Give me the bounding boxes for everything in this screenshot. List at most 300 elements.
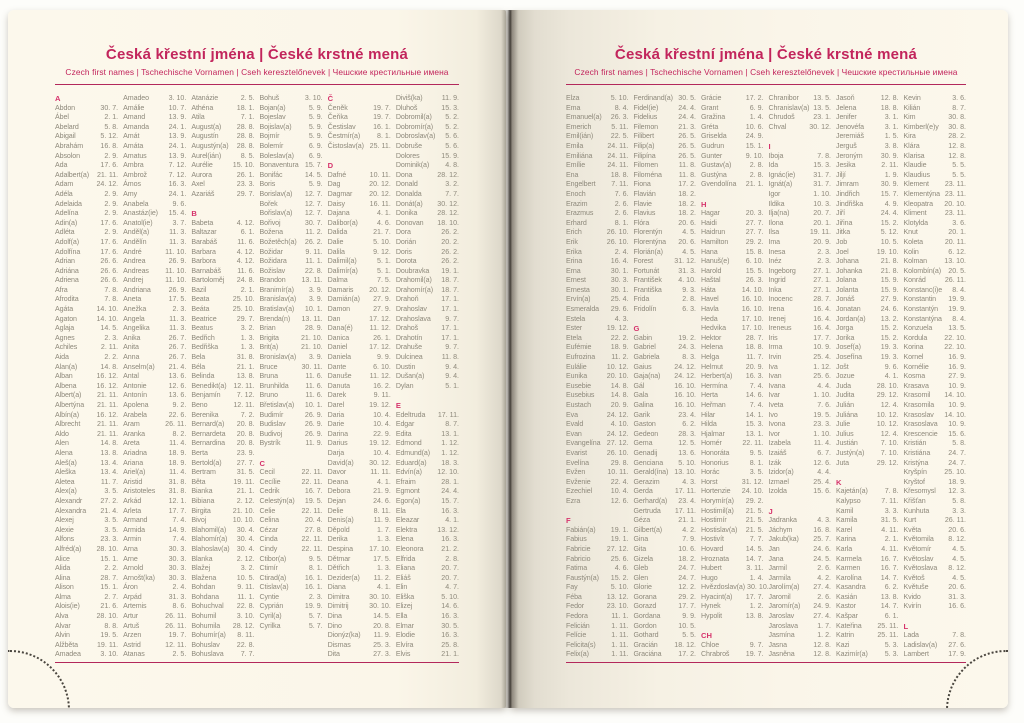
name-entry: [328, 650, 391, 660]
name-day-date: 16. 10.: [741, 295, 764, 304]
name-day-date: 10. 4.: [373, 410, 391, 419]
name-entry: [836, 497, 899, 507]
name-day-date: 20. 9.: [745, 362, 764, 371]
blank-row: [191, 200, 254, 210]
name-entry: [191, 286, 254, 296]
name-entry: [701, 439, 764, 449]
first-name: Enoch: [566, 189, 586, 198]
name-entry: [634, 401, 697, 411]
name-entry: [701, 343, 764, 353]
header-rule: [55, 84, 459, 85]
name-day-date: 1. 9.: [884, 170, 899, 179]
name-entry: [634, 478, 697, 488]
name-day-date: 22. 11.: [301, 535, 323, 544]
first-name: Bonifác: [259, 170, 283, 179]
first-name: Elena: [395, 535, 414, 544]
name-day-date: 8. 7.: [445, 420, 459, 429]
name-entry: [191, 161, 254, 171]
name-column: [123, 94, 186, 660]
name-entry: [55, 257, 118, 267]
first-name: Branislav(a): [259, 295, 297, 304]
name-day-date: 23. 4.: [678, 496, 696, 505]
name-day-date: 17. 12.: [369, 314, 391, 323]
name-entry: [328, 315, 391, 325]
name-entry: [123, 305, 186, 315]
first-name: Kolman: [903, 257, 927, 266]
name-entry: [123, 401, 186, 411]
name-day-date: 11. 3.: [169, 324, 187, 333]
name-day-date: 21. 8.: [880, 257, 899, 266]
name-day-date: 25. 7.: [813, 535, 831, 544]
first-name: Antonín: [123, 391, 147, 400]
first-name: Alexandr: [55, 496, 83, 505]
name-day-date: 30. 10.: [369, 592, 391, 601]
first-name: Azariáš: [191, 189, 215, 198]
name-day-date: 14. 10.: [741, 285, 764, 294]
name-entry: [55, 439, 118, 449]
name-entry: [123, 267, 186, 277]
first-name: Dimitra: [327, 592, 350, 601]
first-name: Evženie: [566, 477, 591, 486]
name-day-date: 3. 2.: [445, 180, 459, 189]
first-name: Ferdinand(a): [633, 94, 673, 102]
name-entry: [904, 171, 967, 181]
name-day-date: 7. 9.: [682, 535, 696, 544]
name-entry: [836, 564, 899, 574]
name-day-date: 3. 1.: [884, 113, 899, 122]
first-name: Klement: [903, 180, 929, 189]
first-name: Dobroslav(a): [395, 132, 436, 141]
name-day-date: 20. 12.: [369, 189, 391, 198]
first-name: Dulcinea: [395, 353, 423, 362]
name-day-date: 7. 12.: [236, 391, 255, 400]
name-entry: [634, 497, 697, 507]
name-entry: [260, 142, 323, 152]
name-entry: [123, 382, 186, 392]
name-day-date: 11. 12.: [369, 372, 391, 381]
first-name: Emanuel(a): [566, 113, 602, 122]
name-day-date: 26. 5.: [678, 141, 696, 150]
name-entry: [634, 286, 697, 296]
name-day-date: 28. 3.: [678, 429, 696, 438]
name-entry: [701, 487, 764, 497]
blank-row: [769, 497, 832, 507]
name-day-date: 14. 10.: [96, 314, 119, 323]
first-name: Barbora: [191, 257, 216, 266]
name-day-date: 5. 1.: [445, 381, 459, 390]
first-name: Heda: [701, 314, 718, 323]
name-entry: [396, 209, 459, 219]
name-entry: [566, 94, 629, 104]
name-entry: [260, 372, 323, 382]
first-name: Evelína: [566, 458, 589, 467]
name-day-date: 15. 4.: [168, 209, 187, 218]
blank-row: [701, 190, 764, 200]
first-name: Bronislav(a): [259, 353, 297, 362]
name-day-date: 30. 10.: [747, 583, 769, 592]
name-entry: [123, 209, 186, 219]
name-day-date: 17. 10.: [741, 314, 764, 323]
name-entry: [191, 171, 254, 181]
first-name: Brit(a): [259, 343, 279, 352]
name-columns: [566, 94, 966, 660]
blank-row: [836, 468, 899, 478]
first-name: Ivana: [768, 381, 786, 390]
first-name: Cinda: [259, 535, 278, 544]
name-entry: [836, 602, 899, 612]
name-day-date: 24. 7.: [678, 564, 696, 573]
name-day-date: 20. 5.: [948, 266, 966, 275]
name-day-date: 6. 1.: [884, 612, 899, 621]
first-name: Břetislav(a): [259, 401, 295, 409]
name-day-date: 12. 11.: [233, 401, 255, 409]
first-name: Ezechiel: [566, 487, 593, 496]
name-entry: [769, 363, 832, 373]
name-day-date: 1. 7.: [377, 525, 391, 534]
name-day-date: 19. 7.: [373, 113, 391, 122]
name-day-date: 1. 2.: [817, 631, 831, 640]
first-name: Jitka: [836, 228, 851, 237]
first-name: Artur: [123, 612, 139, 621]
first-name: Elin: [395, 583, 408, 592]
first-name: Bohuš: [259, 94, 280, 102]
name-entry: [634, 391, 697, 401]
name-entry: [904, 190, 967, 200]
first-name: Ireneus: [768, 324, 792, 333]
name-entry: [55, 459, 118, 469]
first-name: Krasoslav: [903, 410, 934, 419]
name-day-date: 21. 1.: [678, 516, 696, 525]
first-name: Kastor: [836, 602, 856, 611]
name-day-date: 30. 3.: [168, 544, 187, 553]
first-name: Hovard: [701, 544, 724, 553]
name-day-date: 24. 9.: [813, 602, 831, 611]
name-day-date: 18. 2.: [678, 209, 696, 218]
name-day-date: 27. 4.: [813, 612, 831, 621]
name-entry: [904, 142, 967, 152]
name-entry: [566, 574, 629, 584]
first-name: Dorián: [395, 237, 417, 246]
name-entry: [634, 622, 697, 632]
first-name: Ilona: [768, 218, 784, 227]
name-day-date: 29. 2.: [678, 592, 696, 601]
name-entry: [260, 219, 323, 229]
first-name: Armida: [123, 525, 146, 534]
name-day-date: 20. 8.: [236, 429, 255, 438]
first-name: Jonatan: [836, 305, 861, 314]
first-name: Hvězdoslav(a): [701, 583, 746, 592]
name-day-date: 18. 3.: [441, 458, 459, 467]
name-day-date: 16. 3.: [745, 372, 764, 381]
name-entry: [769, 228, 832, 238]
name-entry: [191, 190, 254, 200]
name-entry: [396, 641, 459, 651]
name-day-date: 10. 9.: [948, 381, 966, 390]
name-day-date: 20. 7.: [813, 209, 831, 218]
name-entry: [904, 545, 967, 555]
name-entry: [836, 295, 899, 305]
name-entry: [328, 564, 391, 574]
first-name: Adrian: [55, 257, 75, 266]
name-entry: [328, 295, 391, 305]
name-entry: [566, 535, 629, 545]
name-entry: [904, 180, 967, 190]
name-entry: [634, 363, 697, 373]
name-entry: [396, 295, 459, 305]
name-entry: [396, 113, 459, 123]
first-name: Darina: [327, 429, 348, 438]
name-entry: [701, 497, 764, 507]
name-entry: [123, 439, 186, 449]
first-name: Anděl(a): [123, 228, 150, 237]
first-name: Květuše: [903, 583, 929, 592]
name-entry: [904, 583, 967, 593]
first-name: Danuše: [327, 372, 352, 381]
first-name: Derika: [327, 535, 348, 544]
name-entry: [55, 564, 118, 574]
first-name: Alan(a): [55, 362, 78, 371]
name-day-date: 7. 8.: [104, 295, 119, 304]
letter-section-header: A: [55, 94, 61, 103]
first-name: Eustach: [566, 401, 591, 409]
first-name: Božidar: [259, 247, 283, 256]
first-name: Dorota: [395, 257, 417, 266]
name-entry: [904, 123, 967, 133]
name-day-date: 7. 12.: [168, 161, 187, 170]
name-day-date: 27. 9.: [373, 295, 391, 304]
name-entry: [123, 535, 186, 545]
name-entry: [396, 142, 459, 152]
first-name: Amy: [123, 189, 138, 198]
first-name: Ábel: [55, 113, 69, 122]
name-day-date: 20. 10.: [944, 199, 966, 208]
name-day-date: 2. 2.: [104, 353, 119, 362]
name-day-date: 26. 9.: [168, 285, 187, 294]
name-entry: [566, 152, 629, 162]
name-entry: [191, 152, 254, 162]
name-day-date: 30. 3.: [168, 564, 187, 573]
name-entry: [769, 219, 832, 229]
first-name: Kim: [903, 113, 916, 122]
name-entry: [769, 564, 832, 574]
first-name: Albertýna: [55, 401, 85, 409]
name-entry: [701, 564, 764, 574]
first-name: Ámos: [123, 180, 141, 189]
name-day-date: 30. 9.: [880, 180, 899, 189]
name-entry: [396, 324, 459, 334]
name-day-date: 6. 9.: [749, 103, 764, 112]
name-day-date: 5. 10.: [441, 592, 459, 601]
name-entry: [55, 516, 118, 526]
name-day-date: 18. 2.: [678, 199, 696, 208]
first-name: Dana(é): [327, 324, 353, 333]
name-day-date: 5. 12.: [880, 228, 899, 237]
name-entry: [566, 142, 629, 152]
first-name: Fridolín: [633, 305, 657, 314]
name-entry: [566, 401, 629, 411]
name-day-date: 11. 9.: [373, 631, 391, 640]
first-name: Alva: [55, 612, 69, 621]
name-day-date: 5. 11.: [611, 122, 629, 131]
name-day-date: 26. 2.: [441, 247, 459, 256]
name-day-date: 2. 8.: [749, 170, 764, 179]
name-day-date: 10. 4.: [373, 420, 391, 429]
name-entry: [260, 497, 323, 507]
name-day-date: 12. 8.: [948, 151, 966, 160]
first-name: Areta: [123, 439, 140, 448]
name-entry: [260, 555, 323, 565]
name-entry: [634, 631, 697, 641]
name-entry: [191, 459, 254, 469]
name-entry: [904, 650, 967, 660]
name-entry: [904, 286, 967, 296]
name-entry: [191, 142, 254, 152]
first-name: Alison: [55, 583, 74, 592]
name-entry: [701, 228, 764, 238]
name-day-date: 14. 9.: [168, 525, 187, 534]
name-entry: [634, 411, 697, 421]
name-day-date: 27. 9.: [948, 372, 966, 381]
name-day-date: 30. 12.: [437, 199, 459, 208]
name-day-date: 30. 12.: [809, 122, 831, 131]
name-day-date: 1. 11.: [611, 640, 629, 649]
name-entry: [260, 171, 323, 181]
first-name: Atanázie: [191, 94, 219, 102]
name-day-date: 3. 5.: [749, 468, 764, 477]
name-entry: [328, 200, 391, 210]
blank-row: [396, 391, 459, 401]
first-name: Dezider(a): [327, 573, 360, 582]
name-entry: [769, 449, 832, 459]
name-day-date: 22. 9.: [373, 429, 391, 438]
name-day-date: 23. 1.: [813, 113, 831, 122]
first-name: Bibiana: [191, 496, 215, 505]
name-entry: [260, 305, 323, 315]
name-entry: [328, 439, 391, 449]
name-day-date: 4. 5.: [682, 247, 696, 256]
name-day-date: 22. 11.: [301, 477, 323, 486]
name-entry: [904, 267, 967, 277]
name-entry: [566, 372, 629, 382]
name-day-date: 16. 3.: [441, 612, 459, 621]
first-name: Dajana: [327, 209, 350, 218]
name-day-date: 4. 10.: [610, 420, 629, 429]
name-entry: [55, 200, 118, 210]
name-entry: [769, 295, 832, 305]
first-name: Axel: [191, 180, 205, 189]
name-entry: [55, 641, 118, 651]
first-name: Adalbert(a): [55, 170, 89, 179]
first-name: Jesika: [836, 161, 856, 170]
name-day-date: 31. 7.: [813, 170, 831, 179]
name-day-date: 26. 3.: [610, 113, 629, 122]
first-name: Filip(a): [633, 141, 655, 150]
name-day-date: 12. 6.: [168, 381, 187, 390]
name-entry: [836, 94, 899, 104]
name-day-date: 16. 3.: [168, 180, 187, 189]
name-entry: [769, 171, 832, 181]
first-name: Alexandra: [55, 506, 87, 515]
name-entry: [123, 411, 186, 421]
name-entry: [769, 257, 832, 267]
name-entry: [328, 449, 391, 459]
name-entry: [904, 468, 967, 478]
name-entry: [260, 411, 323, 421]
first-name: Gál: [633, 381, 645, 390]
name-day-date: 6. 7.: [817, 448, 831, 457]
name-day-date: 1. 4.: [749, 573, 764, 582]
first-name: Běta: [191, 477, 206, 486]
name-entry: [769, 343, 832, 353]
first-name: Ariel(a): [123, 468, 146, 477]
name-day-date: 29. 7.: [236, 314, 255, 323]
name-entry: [904, 343, 967, 353]
first-name: Karmela: [836, 554, 862, 563]
name-day-date: 23. 11.: [944, 189, 966, 198]
name-day-date: 1. 4.: [749, 113, 764, 122]
name-entry: [55, 420, 118, 430]
name-day-date: 10. 1.: [304, 305, 323, 314]
first-name: Ilja(na): [768, 209, 790, 218]
name-entry: [396, 363, 459, 373]
name-day-date: 15. 6.: [813, 487, 831, 496]
first-name: Gilbert(a): [633, 525, 663, 534]
name-entry: [123, 363, 186, 373]
first-name: Genciana: [633, 458, 664, 467]
name-entry: [260, 526, 323, 536]
name-day-date: 24. 11.: [607, 151, 629, 160]
name-entry: [566, 363, 629, 373]
name-day-date: 16. 10.: [674, 381, 696, 390]
name-day-date: 21. 3.: [678, 122, 696, 131]
first-name: Achiles: [55, 343, 78, 352]
first-name: Elektra: [395, 525, 418, 534]
first-name: Alen: [55, 439, 69, 448]
name-day-date: 8. 4.: [952, 314, 966, 323]
name-day-date: 17. 1.: [441, 333, 459, 342]
name-day-date: 18. 10.: [437, 218, 459, 227]
name-day-date: 5. 7.: [308, 621, 323, 630]
name-day-date: 3. 10.: [236, 612, 255, 621]
name-entry: [260, 209, 323, 219]
name-day-date: 25. 4.: [813, 477, 831, 486]
name-entry: [396, 152, 459, 162]
page-title: Česká křestní jména | České krstné mená: [105, 46, 409, 63]
first-name: Albert(a): [55, 391, 82, 400]
name-day-date: 8. 11.: [237, 631, 255, 640]
first-name: Dimitrij: [327, 602, 349, 611]
name-day-date: 31. 3.: [678, 266, 696, 275]
name-day-date: 1. 11.: [611, 650, 629, 659]
name-day-date: 17. 7.: [678, 602, 696, 611]
name-day-date: 26. 5.: [678, 151, 696, 160]
first-name: Despina: [327, 544, 353, 553]
name-day-date: 5. 10.: [610, 583, 629, 592]
name-day-date: 11. 2.: [373, 573, 391, 582]
first-name: Cedrik: [259, 487, 280, 496]
first-name: Kleopatra: [903, 199, 933, 208]
name-day-date: 7. 8.: [817, 151, 831, 160]
first-name: Bohuslav: [191, 640, 220, 649]
name-entry: [396, 267, 459, 277]
letter-section-header: J: [768, 506, 773, 516]
first-name: Dante: [327, 362, 347, 371]
name-entry: [55, 295, 118, 305]
first-name: Gerazim: [633, 477, 660, 486]
name-entry: [566, 430, 629, 440]
first-name: Anika: [123, 333, 141, 342]
name-entry: [566, 468, 629, 478]
